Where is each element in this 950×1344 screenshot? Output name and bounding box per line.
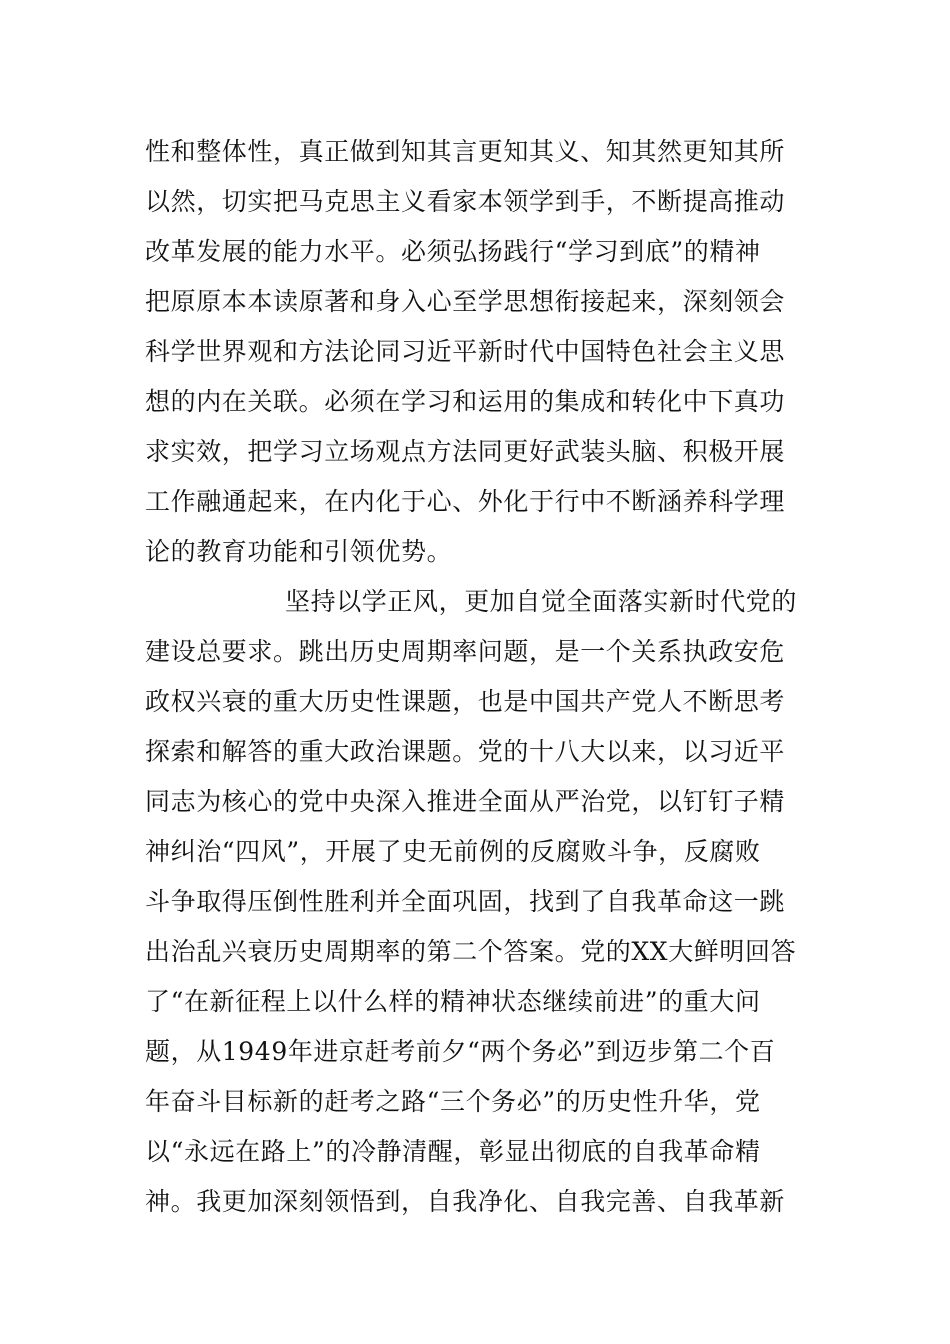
paragraph-2-line: 神。我更加深刻领悟到，自我净化、自我完善、自我革新 [145,1187,786,1216]
paragraph-2-line: 年奋斗目标新的赶考之路“三个务必”的历史性升华，党 [145,1087,761,1116]
paragraph-2-line: 斗争取得压倒性胜利并全面巩固，找到了自我革命这一跳 [145,887,786,916]
paragraph-1-line: 性和整体性，真正做到知其言更知其义、知其然更知其所 [145,137,786,166]
paragraph-2-line: 建设总要求。跳出历史周期率问题，是一个关系执政安危 [145,637,786,666]
paragraph-2-line: 出治乱兴衰历史周期率的第二个答案。党的XX大鲜明回答 [145,937,797,966]
paragraph-2-line: 了“在新征程上以什么样的精神状态继续前进”的重大问 [145,987,761,1016]
paragraph-2-line: 探索和解答的重大政治课题。党的十八大以来，以习近平 [145,737,786,766]
paragraph-2 [145,577,815,1227]
paragraph-1-line: 求实效，把学习立场观点方法同更好武装头脑、积极开展 [145,437,786,466]
paragraph-2-line: 政权兴衰的重大历史性课题，也是中国共产党人不断思考 [145,687,786,716]
paragraph-2-line: 神纠治“四风”，开展了史无前例的反腐败斗争，反腐败 [145,837,761,866]
paragraph-1-line: 工作融通起来，在内化于心、外化于行中不断涵养科学理 [145,487,786,516]
paragraph-1-line: 把原原本本读原著和身入心至学思想衔接起来，深刻领会 [145,287,786,316]
paragraph-2-line: 同志为核心的党中央深入推进全面从严治党，以钉钉子精 [145,787,786,816]
paragraph-2-first-line: 坚持以学正风，更加自觉全面落实新时代党的 [285,587,798,616]
paragraph-2-line: 题，从1949年进京赶考前夕“两个务必”到迈步第二个百 [145,1037,776,1066]
paragraph-1-line: 改革发展的能力水平。必须弘扬践行“学习到底”的精神 [145,237,761,266]
paragraph-1-line: 科学世界观和方法论同习近平新时代中国特色社会主义思 [145,337,786,366]
paragraph-1-line: 论的教育功能和引领优势。 [145,537,453,566]
paragraph-1-line: 想的内在关联。必须在学习和运用的集成和转化中下真功 [145,387,786,416]
paragraph-1-line: 以然，切实把马克思主义看家本领学到手，不断提高推动 [145,187,786,216]
paragraph-1 [145,127,815,577]
paragraph-2-line: 以“永远在路上”的冷静清醒，彰显出彻底的自我革命精 [145,1137,761,1166]
